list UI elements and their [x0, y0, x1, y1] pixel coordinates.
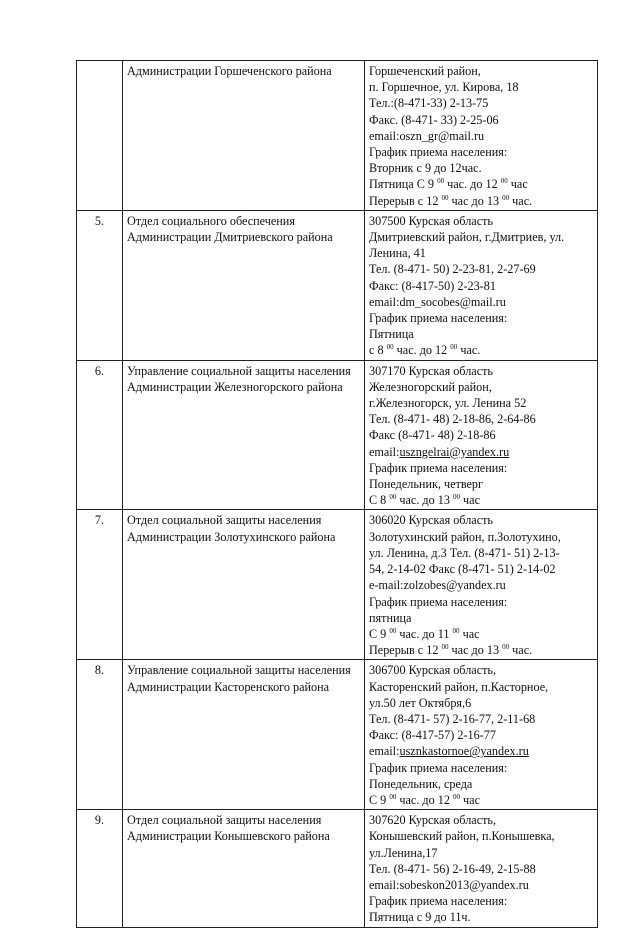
- address-line: 306020 Курская область: [369, 513, 493, 528]
- schedule-line: Пятница: [369, 327, 414, 342]
- social-protection-offices-table: [76, 60, 598, 928]
- phone-line: Тел. (8-471- 56) 2-16-49, 2-15-88: [369, 861, 536, 876]
- table-row: [77, 660, 598, 810]
- email-line: email:dm_socobes@mail.ru: [369, 294, 506, 309]
- schedule-break: Перерыв с 12 $^{00}$ час до 13 $^{00}$ час.: [369, 643, 533, 658]
- office-contacts: [365, 510, 598, 660]
- schedule-heading: График приема населения:: [369, 145, 508, 160]
- email-line: email:usznkastornoe@yandex.ru: [369, 744, 529, 759]
- email-line: email:oszn_gr@mail.ru: [369, 128, 485, 143]
- table-row: [77, 360, 598, 510]
- office-name: Управление социальной защиты населения Администрации Железногорского района: [123, 360, 365, 510]
- office-name: Отдел социальной защиты населения Администрации Конышевского района: [123, 810, 365, 927]
- address-line: ул.Ленина,17: [369, 845, 438, 860]
- office-name: Отдел социального обеспечения Администрации Дмитриевского района: [123, 210, 365, 360]
- schedule-line: Вторник с 9 до 12час.: [369, 161, 482, 176]
- address-line: 307500 Курская область: [369, 213, 493, 228]
- office-name: Администрации Горшеченского района: [123, 61, 365, 211]
- phone-line: Тел. (8-471- 50) 2-23-81, 2-27-69: [369, 262, 536, 277]
- phone-line: Тел.:(8-471-33) 2-13-75: [369, 96, 489, 111]
- address-line: ул. Ленина, д.3 Тел. (8-471- 51) 2-13-: [369, 545, 560, 560]
- email-link[interactable]: usznkastornoe@yandex.ru: [399, 744, 529, 759]
- email-line: e-mail:zolzobes@yandex.ru: [369, 578, 506, 593]
- office-contacts: [365, 660, 598, 810]
- table-row: [77, 210, 598, 360]
- schedule-hours: С 9 $^{00}$ час. до 11 $^{00}$ час: [369, 626, 480, 641]
- row-number: 7.: [77, 510, 123, 660]
- address-line: п. Горшечное, ул. Кирова, 18: [369, 80, 519, 95]
- schedule-hours: С 9 $^{00}$ час. до 12 $^{00}$ час: [369, 792, 480, 807]
- office-name: Отдел социальной защиты населения Администрации Золотухинского района: [123, 510, 365, 660]
- fax-line: Факс (8-471- 48) 2-18-86: [369, 428, 496, 443]
- fax-line: Факс. (8-471- 33) 2-25-06: [369, 112, 499, 127]
- email-link[interactable]: uszngelrai@yandex.ru: [399, 444, 510, 459]
- office-contacts: [365, 360, 598, 510]
- fax-line: Факс: (8-417-50) 2-23-81: [369, 278, 496, 293]
- address-line: 306700 Курская область,: [369, 663, 497, 678]
- office-name: Управление социальной защиты населения Администрации Касторенского района: [123, 660, 365, 810]
- row-number: 5.: [77, 210, 123, 360]
- schedule-hours: С 8 $^{00}$ час. до 13 $^{00}$ час: [369, 493, 480, 508]
- phone-line: Тел. (8-471- 48) 2-18-86, 2-64-86: [369, 412, 536, 427]
- row-number: 8.: [77, 660, 123, 810]
- schedule-line: Пятница с 9 до 11ч.: [369, 910, 471, 925]
- table-row: [77, 810, 598, 927]
- row-number: 9.: [77, 810, 123, 927]
- fax-line: Факс: (8-417-57) 2-16-77: [369, 728, 496, 743]
- schedule-heading: График приема населения:: [369, 311, 508, 326]
- address-line: Дмитриевский район, г.Дмитриев, ул.: [369, 230, 565, 245]
- row-number: 6.: [77, 360, 123, 510]
- address-line: Ленина, 41: [369, 246, 426, 261]
- address-line: 307170 Курская область: [369, 363, 493, 378]
- address-line: Горшеченский район,: [369, 64, 481, 78]
- schedule-heading: График приема населения:: [369, 760, 508, 775]
- schedule-break: Перерыв с 12 $^{00}$ час до 13 $^{00}$ час.: [369, 193, 533, 208]
- address-line: г.Железногорск, ул. Ленина 52: [369, 396, 527, 411]
- email-line: email:uszngelrai@yandex.ru: [369, 444, 510, 459]
- schedule-hours: с 8 $^{00}$ час. до 12 $^{00}$ час.: [369, 343, 481, 358]
- row-number: [77, 61, 123, 211]
- office-contacts: [365, 61, 598, 211]
- phone-line: Тел. (8-471- 57) 2-16-77, 2-11-68: [369, 711, 536, 726]
- table-row: [77, 61, 598, 211]
- address-line: 307620 Курская область,: [369, 813, 497, 828]
- schedule-heading: График приема населения:: [369, 460, 508, 475]
- schedule-line: Понедельник, среда: [369, 776, 473, 791]
- schedule-line: Понедельник, четверг: [369, 477, 484, 492]
- schedule-heading: График приема населения:: [369, 594, 508, 609]
- address-line: Золотухинский район, п.Золотухино,: [369, 529, 561, 544]
- address-line: ул.50 лет Октября,6: [369, 695, 472, 710]
- table-row: [77, 510, 598, 660]
- address-line: Конышевский район, п.Конышевка,: [369, 829, 555, 844]
- office-contacts: [365, 810, 598, 927]
- email-line: email:sobeskon2013@yandex.ru: [369, 877, 529, 892]
- schedule-line: пятница: [369, 610, 412, 625]
- address-line: Железногорский район,: [369, 379, 492, 394]
- office-contacts: [365, 210, 598, 360]
- schedule-heading: График приема населения:: [369, 894, 508, 909]
- schedule-hours: Пятница С 9 $^{00}$ час. до 12 $^{00}$ час: [369, 177, 528, 192]
- phone-fax-line: 54, 2-14-02 Факс (8-471- 51) 2-14-02: [369, 562, 556, 577]
- address-line: Касторенский район, п.Касторное,: [369, 679, 549, 694]
